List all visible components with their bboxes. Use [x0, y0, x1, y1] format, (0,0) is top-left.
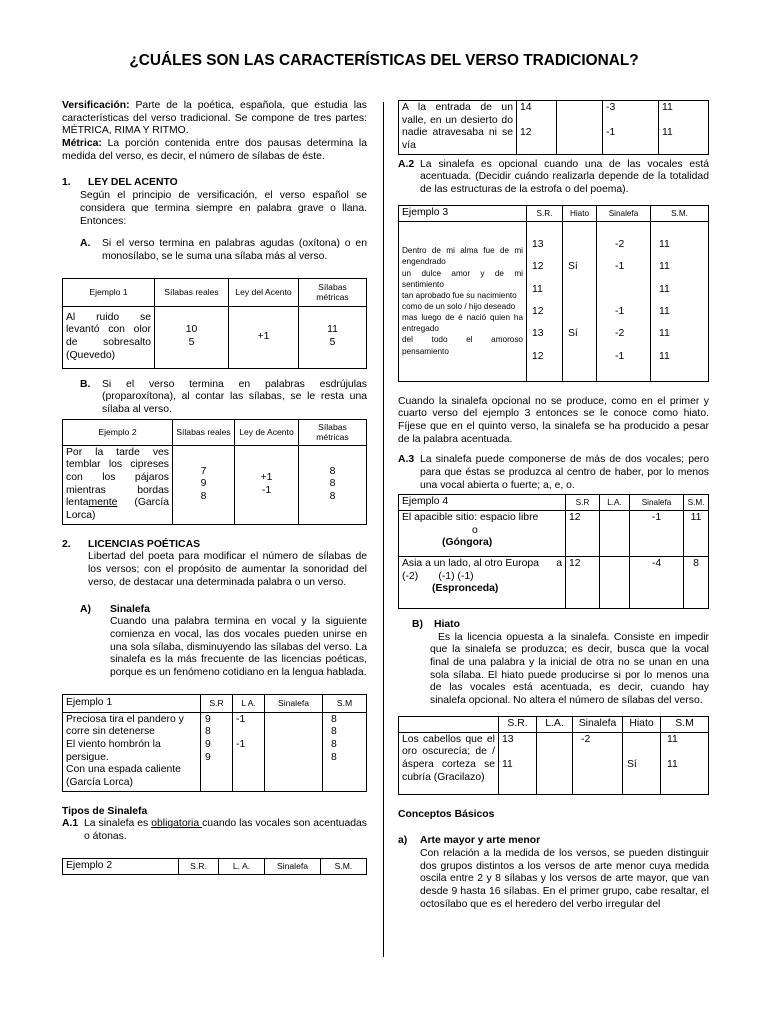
sinalefa-label: A): [80, 603, 91, 615]
arte-text: Con relación a la medida de los versos, se pueden distinguir dos grupos distintos a los versos de arte menor cuya medida oscila entre 2 y 8 sílabas y los versos de arte mayor, que van desde 9 hasta 16 sílabas. En el primer grupo, cabe resaltar, el octosílabo que es el heredero del verbo irregular del: [420, 847, 709, 910]
hiato-heading: [398, 619, 709, 632]
table-cell: 11 11: [661, 732, 709, 794]
table-cell: 8 8 8 8: [323, 712, 367, 791]
hiato-title: Hiato: [434, 619, 460, 630]
table-cell-verse: El apacible sitio: espacio libre o (Góngora): [399, 511, 566, 557]
table-header: S.M.: [321, 858, 367, 874]
rule-b-text: Si el verso termina en palabras esdrújulas (proparoxítona), al contar las sílabas, se le resta una sílaba al verso.: [102, 378, 367, 415]
rule-b-label: B.: [80, 378, 91, 390]
table-ejemplo-2-sinalefa-header: [62, 858, 367, 875]
table-header: Sílabas métricas: [299, 278, 367, 306]
table-cell: +1 -1: [235, 445, 299, 524]
rule-a3-text: La sinalefa puede componerse de más de dos vocales; pero para que éstas se produzca al centro de haber, por lo menos una vocal abierta o fuerte; a, e, o.: [420, 454, 709, 491]
table-ejemplo-hiato: [398, 716, 709, 795]
table-cell: [265, 712, 323, 791]
table-cell: 13 11: [499, 732, 537, 794]
sinalefa-text: Cuando una palabra termina en vocal y la siguiente comienza en vocal, las dos vocales pueden unirse en una sola sílaba, disminuyendo las sílabas del verso. La sinalefa es la más frecuente de las licencias poéticas, porque es un fenómeno cotidiano en la lengua hablada.: [110, 616, 367, 678]
metrica-text: La porción contenida entre dos pausas determina la medida del verso, es decir, el número de sílabas de éste.: [62, 138, 367, 162]
versificacion-text: Parte de la poética, española, que estudia las características del verso tradicional. Se compone de tres partes: MÉTRICA, RIMA Y RITMO.: [62, 100, 367, 137]
rule-a1-text: La sinalefa es obligatoria cuando las vocales son acentuadas o átonas.: [84, 818, 367, 843]
table-ejemplo-4: [398, 494, 709, 609]
table-header: S.R.: [179, 858, 219, 874]
table-ejemplo-2-sinalefa-body: [398, 100, 709, 155]
table-header: Sinalefa: [265, 694, 323, 712]
metrica-label: Métrica:: [62, 138, 102, 150]
rule-a1: [62, 818, 367, 843]
rule-a3-label: A.3: [398, 454, 415, 466]
table-cell: 11 11 11 11 11 11: [651, 221, 709, 381]
rule-a1-label: A.1: [62, 818, 79, 830]
table-cell: [600, 511, 630, 557]
table-cell: [557, 101, 603, 155]
tipos-sinalefa-title: Tipos de Sinalefa: [62, 805, 148, 817]
table-header: Ejemplo 2: [63, 419, 173, 445]
section-2-text: Libertad del poeta para modificar el número de sílabas de los versos; con el propósito de aumentar la sonoridad del verso, de destacar una determinada palabra o un verso.: [88, 551, 367, 588]
table-header: Sílabas reales: [155, 278, 229, 306]
rule-a2-text: La sinalefa es opcional cuando una de las vocales está acentuada. (Decidir cuándo realizarla depende de la totalidad de las estructuras de la estrofa o del poema).: [420, 158, 709, 196]
table-header: S.R: [201, 694, 233, 712]
table-cell: 11 5: [299, 306, 367, 368]
table-header: Sinalefa: [573, 716, 623, 732]
table-cell: 9 8 9 9: [201, 712, 233, 791]
table-header: S.M.: [651, 205, 709, 221]
table-cell-verse: Los cabellos que el oro oscurecía; de / áspera corteza se cubría (Gracilazo): [399, 732, 499, 794]
arte-title: Arte mayor y arte menor: [420, 835, 541, 847]
table-ejemplo-1-acento: [62, 278, 367, 369]
table-header: Sílabas métricas: [299, 419, 367, 445]
table-header: Sílabas reales: [173, 419, 235, 445]
section-2-title: LICENCIAS POÉTICAS: [88, 538, 200, 550]
table-cell: 13 12 11 12 13 12: [527, 221, 563, 381]
table-header: Sinalefa: [597, 205, 651, 221]
table-cell: -4: [630, 557, 684, 609]
table-header: Ejemplo 2: [63, 858, 179, 874]
table-cell: 12: [566, 511, 600, 557]
rule-a-label: A.: [80, 238, 91, 250]
section-2-number: 2.: [62, 538, 71, 550]
rule-a3: [398, 454, 709, 492]
table-header: Hiato: [623, 716, 661, 732]
rule-a2-label: A.2: [398, 158, 415, 170]
table-cell-verse: Asia a un lado, al otro Europa a (-2) (-1) (-1) (Espronceda): [399, 557, 566, 609]
table-header: Hiato: [563, 205, 597, 221]
table-header: S.R.: [499, 716, 537, 732]
hiato-text: Es la licencia opuesta a la sinalefa. Consiste en impedir que la sinalefa se produzca; es decir, busca que la vocal final de una palabra y la inicial de otra no se unan en una sola sílaba. El hiato puede producirse si por lo menos una de las vocales está acentuada, es decir, cuando hay sinalefa opcional. No altera el número de sílabas del verso.: [430, 631, 709, 707]
rule-a2: [398, 159, 709, 197]
conceptos-basicos-title: Conceptos Básicos: [398, 808, 495, 820]
table-cell: [600, 557, 630, 609]
column-divider: [383, 102, 384, 957]
table-ejemplo-2-acento: [62, 419, 367, 525]
page-title: ¿CUÁLES SON LAS CARACTERÍSTICAS DEL VERSO TRADICIONAL?: [129, 52, 639, 69]
table-cell: -3 -1: [603, 101, 659, 155]
table-cell: Sí Sí: [563, 221, 597, 381]
table-header: S.R.: [527, 205, 563, 221]
table-header: Ejemplo 3: [399, 205, 527, 221]
section-1-text: Según el principio de versificación, el verso español se considera que termina siempre en palabra grave o llana. Entonces:: [80, 190, 367, 227]
table-header: L.A.: [600, 495, 630, 511]
table-header: Ejemplo 1: [63, 694, 201, 712]
sinalefa-title: Sinalefa: [110, 603, 150, 615]
sinalefa-opcional-paragraph: Cuando la sinalefa opcional no se produce, como en el primer y cuarto verso del ejemplo 3 entonces se le conoce como hiato. Fíjese que en el quinto verso, la sinalefa se ha producido a pesar de la palabra acentuada.: [398, 395, 709, 445]
arte-heading: [398, 835, 709, 848]
table-cell: 11: [684, 511, 709, 557]
table-header: S.R: [566, 495, 600, 511]
left-column: [62, 100, 367, 875]
table-header: Sinalefa: [630, 495, 684, 511]
table-header: Ley de Acento: [235, 419, 299, 445]
table-cell: 11 11: [659, 101, 709, 155]
section-1-heading: [62, 177, 367, 190]
section-2-heading: [62, 539, 367, 552]
rule-a-text: Si el verso termina en palabras agudas (oxítona) o en monosílabo, se le suma una sílaba más al verso.: [102, 238, 367, 262]
table-header: Sinalefa: [265, 858, 321, 874]
section-1-number: 1.: [62, 177, 71, 189]
table-cell: -2 -1 -1 -2 -1: [597, 221, 651, 381]
rule-b: [62, 379, 367, 417]
table-ejemplo-3: [398, 205, 709, 382]
table-cell: -2: [573, 732, 623, 794]
table-cell: 7 9 8: [173, 445, 235, 524]
arte-label: a): [398, 835, 408, 847]
table-header: S.M: [661, 716, 709, 732]
table-header: S.M: [323, 694, 367, 712]
table-cell-verse: Al ruido se levantó con olor de sobresalto (Quevedo): [63, 306, 155, 368]
right-column: [398, 100, 709, 911]
table-header: L.A.: [537, 716, 573, 732]
table-cell-verse: Preciosa tira el pandero y corre sin detenerse El viento hombrón la persigue. Con una espada caliente (García Lorca): [63, 712, 201, 791]
section-1-title: LEY DEL ACENTO: [88, 177, 178, 189]
table-cell: 10 5: [155, 306, 229, 368]
table-header: L. A.: [219, 858, 265, 874]
table-cell: [537, 732, 573, 794]
hiato-label: B): [412, 619, 423, 630]
table-header: L A.: [233, 694, 265, 712]
table-cell-verse: Dentro de mi alma fue de mi engendrado un dulce amor y de mi sentimiento tan aprobado fue su nacimiento como de un solo / hijo deseado mas luego de é nació quien ha entregado del todo el amoroso pensamiento: [399, 221, 527, 381]
versificacion-paragraph: [62, 100, 367, 138]
table-header: [399, 716, 499, 732]
table-ejemplo-1-sinalefa: [62, 694, 367, 792]
metrica-paragraph: [62, 138, 367, 163]
versificacion-label: Versificación:: [62, 100, 130, 111]
table-cell: +1: [229, 306, 299, 368]
table-cell: -1: [630, 511, 684, 557]
sinalefa-heading: [62, 604, 367, 617]
table-header: Ejemplo 4: [399, 495, 566, 511]
table-cell: 14 12: [517, 101, 557, 155]
table-cell: 8: [684, 557, 709, 609]
table-cell: -1 -1: [233, 712, 265, 791]
table-cell: 12: [566, 557, 600, 609]
table-cell-verse: A la entrada de un valle, en un desierto do nadie atravesaba ni se vía: [399, 101, 517, 155]
table-header: Ley del Acento: [229, 278, 299, 306]
table-cell-verse: Por la tarde ves temblar los cipreses con los pájaros mientras bordas lentamente (García Lorca): [63, 445, 173, 524]
table-header: Ejemplo 1: [63, 278, 155, 306]
rule-a: [62, 238, 367, 263]
table-header: S.M.: [684, 495, 709, 511]
table-cell: Sí: [623, 732, 661, 794]
table-cell: 8 8 8: [299, 445, 367, 524]
